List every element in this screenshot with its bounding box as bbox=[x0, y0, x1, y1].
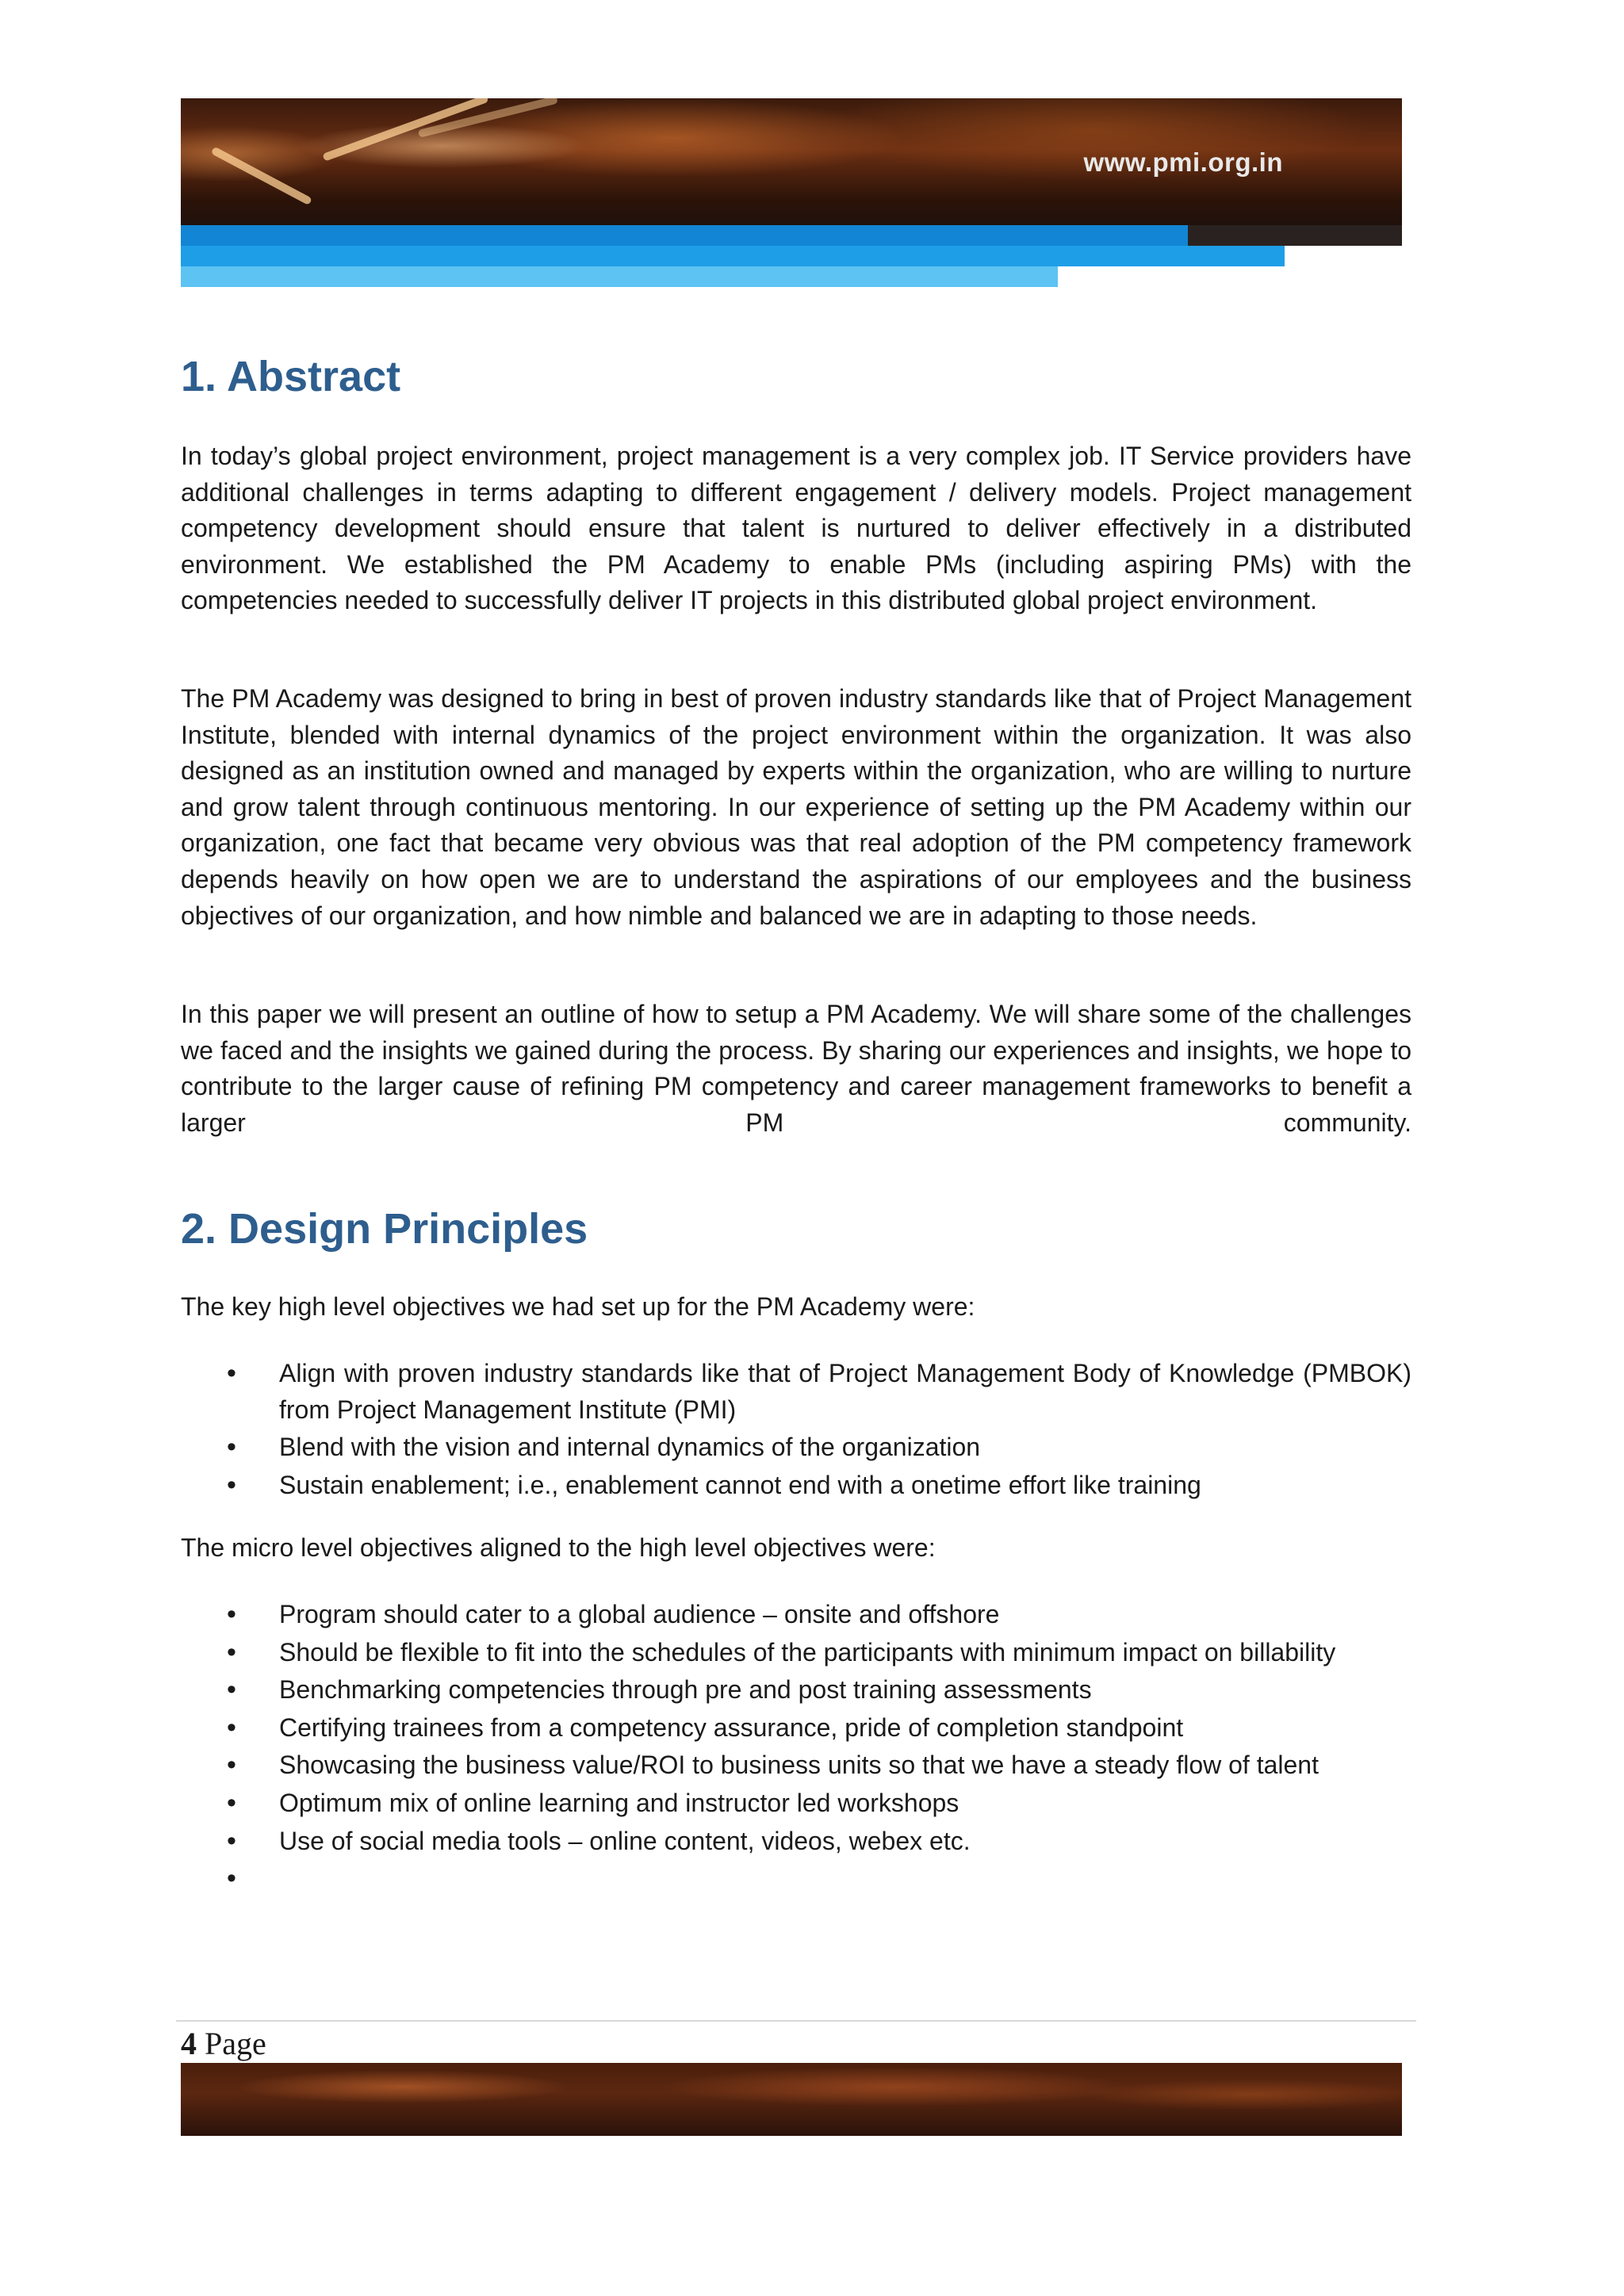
list-item-text: Certifying trainees from a competency assurance, pride of completion standpoint bbox=[279, 1712, 1184, 1742]
list-item-text: Optimum mix of online learning and instructor led workshops bbox=[279, 1788, 959, 1817]
list-item bbox=[181, 1823, 1411, 1860]
header-dark-block bbox=[1188, 225, 1402, 246]
abstract-paragraph-1: In today’s global project environment, project management is a very complex job. IT Service providers have additional challenges in terms adapting to different engagement / delivery models. Project management competency development should ensure that talent is nurtured to deliver effectively in a distributed environment. We established the PM Academy to enable PMs (including aspiring PMs) with the competencies needed to successfully deliver IT projects in this distributed global project environment. bbox=[181, 442, 1411, 615]
bullet-icon: • bbox=[227, 1469, 236, 1500]
list-item-text: Benchmarking competencies through pre and post training assessments bbox=[279, 1675, 1092, 1705]
bullet-icon: • bbox=[227, 1825, 236, 1856]
abstract-heading: 1. Abstract bbox=[181, 353, 401, 400]
list-item bbox=[181, 1710, 1411, 1747]
bullet-icon: • bbox=[227, 1432, 236, 1463]
page-number-value: 4 bbox=[181, 2026, 197, 2061]
footer-divider bbox=[176, 2020, 1416, 2022]
bullet-icon: • bbox=[227, 1358, 236, 1388]
abstract-paragraph-3: In this paper we will present an outline of how to setup a PM Academy. We will share some of the challenges we faced and the insights we gained during the process. By sharing our experiences and insights, we hope to contribute to the larger cause of refining PM competency and career management frameworks to benefit a larger PM community. bbox=[181, 1000, 1411, 1137]
page-number-label: Page bbox=[205, 2026, 266, 2061]
banner-light-streak bbox=[322, 98, 488, 162]
list-item bbox=[181, 1356, 1411, 1428]
list-item bbox=[181, 1597, 1411, 1633]
bullet-icon: • bbox=[227, 1787, 236, 1818]
abstract-paragraph-2: The PM Academy was designed to bring in best of proven industry standards like that of Project Management Institute, blended with internal dynamics of the project environment within the organization. It was also designed as an institution owned and managed by experts within the organization, who are willing to nurture and grow talent through continuous mentoring. In our experience of setting up the PM Academy within our organization, one fact that became very obvious was that real adoption of the PM competency framework depends heavily on how open we are to understand the aspirations of our employees and the business objectives of our organization, and how nimble and balanced we are in adapting to those needs. bbox=[181, 684, 1411, 930]
list-item bbox=[181, 1747, 1411, 1784]
high-level-objectives-list bbox=[181, 1356, 1411, 1505]
list-item-text: Use of social media tools – online content, videos, webex etc. bbox=[279, 1826, 971, 1855]
bullet-icon: • bbox=[227, 1636, 236, 1667]
bullet-icon: • bbox=[227, 1674, 236, 1705]
design-principles-heading: 2. Design Principles bbox=[181, 1205, 588, 1253]
list-item-empty bbox=[181, 1861, 1411, 1897]
list-item bbox=[181, 1468, 1411, 1504]
header-blue-stripe bbox=[181, 225, 1188, 246]
list-item-text: Program should cater to a global audience – onsite and offshore bbox=[279, 1600, 1000, 1628]
list-item-text: Showcasing the business value/ROI to business units so that we have a steady flow of talent bbox=[279, 1751, 1319, 1780]
list-item bbox=[181, 1635, 1411, 1671]
header-url[interactable]: www.pmi.org.in bbox=[1083, 147, 1283, 177]
footer-banner bbox=[181, 2063, 1402, 2136]
list-item-text: Blend with the vision and internal dynamics of the organization bbox=[279, 1433, 981, 1462]
list-item bbox=[181, 1672, 1411, 1709]
banner-light-streak bbox=[211, 147, 312, 206]
bullet-icon: • bbox=[227, 1863, 236, 1894]
list-item-text: Sustain enablement; i.e., enablement cannot end with a onetime effort like training bbox=[279, 1470, 1201, 1499]
bullet-icon: • bbox=[227, 1599, 236, 1629]
page-number bbox=[181, 2025, 266, 2062]
micro-level-intro: The micro level objectives aligned to the high level objectives were: bbox=[181, 1533, 936, 1562]
header-light-blue-stripe bbox=[181, 266, 1058, 287]
list-item-text: Should be flexible to fit into the schedules of the participants with minimum impact on billability bbox=[279, 1637, 1336, 1667]
bullet-icon: • bbox=[227, 1712, 236, 1743]
list-item bbox=[181, 1429, 1411, 1466]
high-level-intro: The key high level objectives we had set up for the PM Academy were: bbox=[181, 1292, 975, 1321]
micro-level-objectives-list bbox=[181, 1597, 1411, 1899]
bullet-icon: • bbox=[227, 1750, 236, 1781]
list-item-text: Align with proven industry standards like that of Project Management Body of Knowledge (PMBOK) from Project Management Institute (PMI) bbox=[279, 1359, 1411, 1424]
list-item bbox=[181, 1785, 1411, 1822]
header-banner bbox=[181, 98, 1402, 246]
header-blue-stripe bbox=[181, 246, 1285, 266]
